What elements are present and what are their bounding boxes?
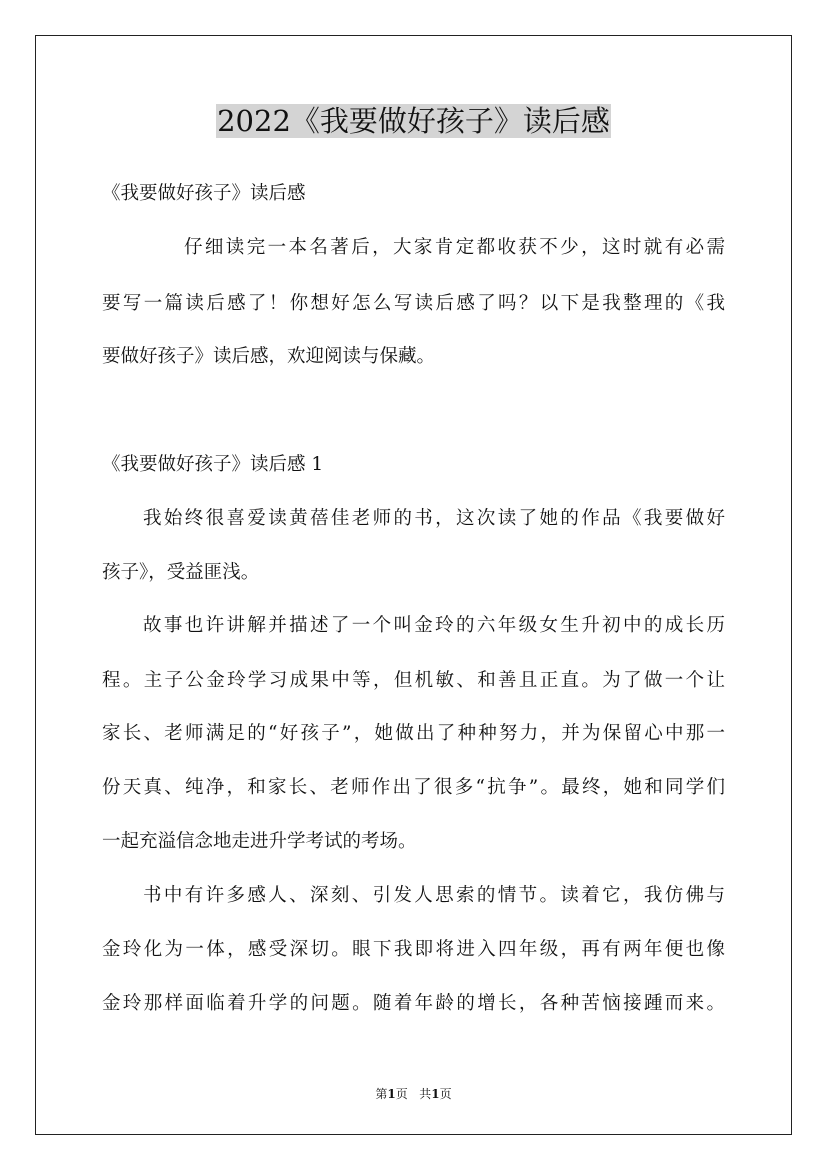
paragraph-2-line-3: 家长、老师满足的“好孩子”，她做出了种种努力，并为保留心中那一 (102, 723, 725, 744)
intro-line-2: 要写一篇读后感了！你想好怎么写读后感了吗？以下是我整理的《我 (102, 293, 725, 314)
footer-page-prefix: 第 (375, 1087, 388, 1101)
paragraph-2-line-4: 份天真、纯净，和家长、老师作出了很多“抗争”。最终，她和同学们 (102, 777, 725, 798)
section-heading: 《我要做好孩子》读后感 1 (102, 454, 324, 475)
footer-page-current: 1 (387, 1087, 396, 1101)
paragraph-3-line-3: 金玲那样面临着升学的问题。随着年龄的增长，各种苦恼接踵而来。 (102, 993, 725, 1014)
paragraph-1-line-2: 孩子》，受益匪浅。 (102, 562, 260, 583)
footer-total-prefix: 共 (419, 1087, 432, 1101)
intro-line-3: 要做好孩子》读后感，欢迎阅读与保藏。 (102, 346, 436, 367)
intro-line-1: 仔细读完一本名著后，大家肯定都收获不少，这时就有必需 (184, 237, 725, 258)
footer-page-total: 1 (431, 1087, 440, 1101)
paragraph-3-line-2: 金玲化为一体，感受深切。眼下我即将进入四年级，再有两年便也像 (102, 939, 725, 960)
footer-page-label: 页 (395, 1087, 408, 1101)
paragraph-2-line-1: 故事也许讲解并描述了一个叫金玲的六年级女生升初中的成长历 (143, 615, 725, 636)
footer-total-label: 页 (439, 1087, 452, 1101)
document-subtitle: 《我要做好孩子》读后感 (102, 183, 306, 204)
paragraph-1-line-1: 我始终很喜爱读黄蓓佳老师的书，这次读了她的作品《我要做好 (143, 508, 725, 529)
paragraph-2-line-2: 程。主子公金玲学习成果中等，但机敏、和善且正直。为了做一个让 (102, 670, 725, 691)
document-title (0, 101, 827, 141)
page-footer (0, 1086, 827, 1102)
document-title-text: 2022《我要做好孩子》读后感 (217, 104, 610, 138)
paragraph-3-line-1: 书中有许多感人、深刻、引发人思索的情节。读着它，我仿佛与 (143, 885, 725, 906)
paragraph-2-line-5: 一起充溢信念地走进升学考试的考场。 (102, 831, 417, 852)
